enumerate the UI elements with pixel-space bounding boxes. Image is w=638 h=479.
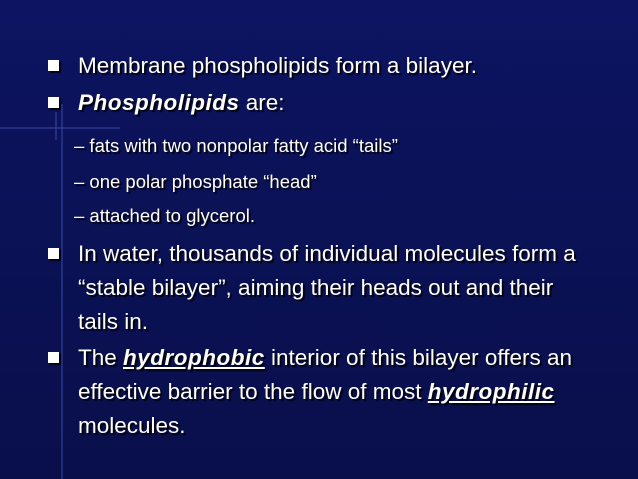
square-bullet-icon bbox=[48, 248, 59, 259]
square-bullet-icon bbox=[48, 97, 59, 108]
sub-bullet: – fats with two nonpolar fatty acid “tails” bbox=[74, 135, 398, 156]
emphasis-phospholipids: Phospholipids bbox=[78, 90, 240, 115]
bullet-text bbox=[78, 341, 598, 443]
bullet-text: Membrane phospholipids form a bilayer. bbox=[78, 53, 477, 78]
bullet-text-rest: are: bbox=[239, 90, 285, 115]
emphasis-hydrophobic: hydrophobic bbox=[123, 345, 265, 370]
square-bullet-icon bbox=[48, 352, 59, 363]
bullet-text-post: molecules. bbox=[78, 413, 186, 438]
bullet-text: In water, thousands of individual molecules form a “stable bilayer”, aiming their heads out and their tails in. bbox=[78, 241, 576, 334]
square-bullet-icon bbox=[48, 60, 59, 71]
sub-bullet: – one polar phosphate “head” bbox=[74, 171, 317, 192]
bullet-text-mid: interior of this bilayer offers an effective barrier to the flow of most bbox=[78, 345, 573, 404]
bullet-text-pre: The bbox=[78, 345, 124, 370]
sub-bullet: – attached to glycerol. bbox=[74, 205, 255, 226]
emphasis-hydrophilic: hydrophilic bbox=[427, 379, 555, 404]
bullet-text bbox=[78, 86, 628, 120]
